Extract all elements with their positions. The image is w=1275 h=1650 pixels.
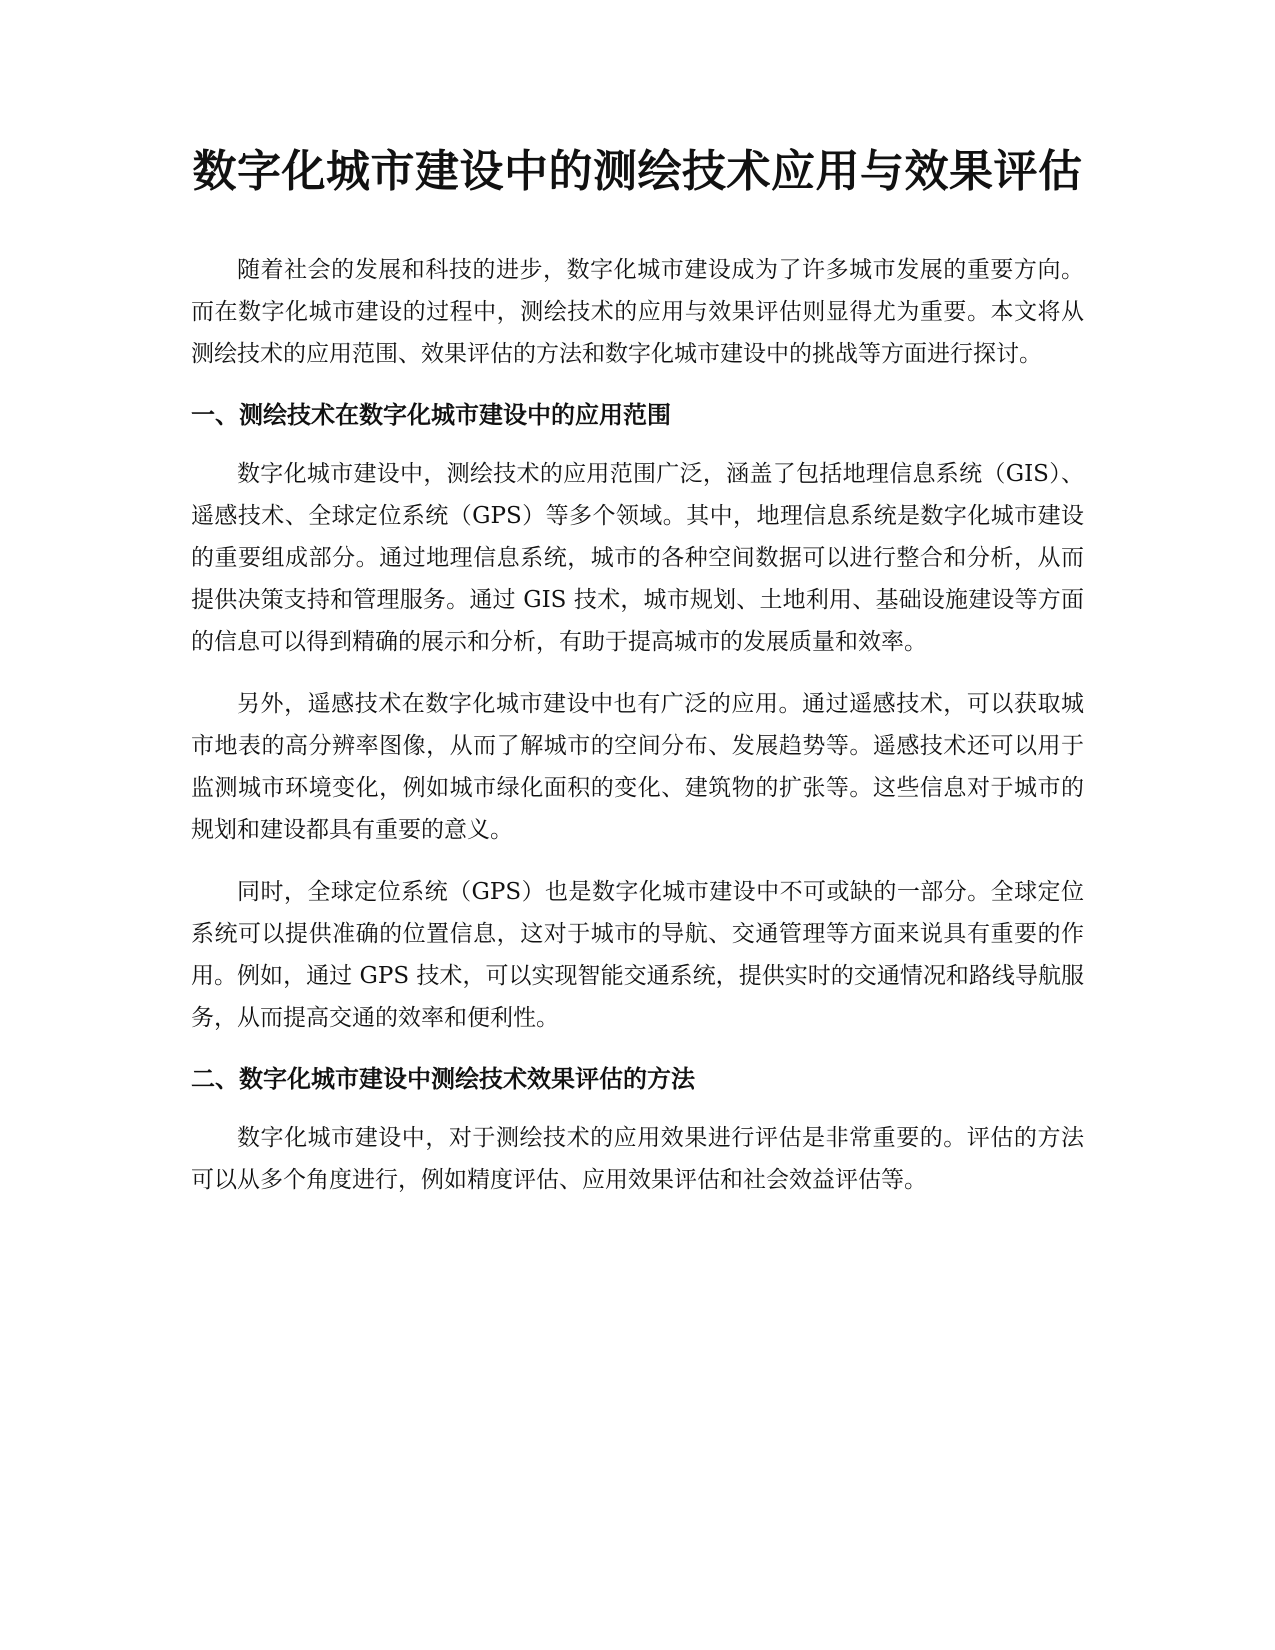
body-paragraph: 数字化城市建设中，测绘技术的应用范围广泛，涵盖了包括地理信息系统（GIS）、遥感技术、全球定位系统（GPS）等多个领域。其中，地理信息系统是数字化城市建设的重要组成部分。通过地理信息系统，城市的各种空间数据可以进行整合和分析，从而提供决策支持和管理服务。通过 GIS 技术，城市规划、土地利用、基础设施建设等方面的信息可以得到精确的展示和分析，有助于提高城市的发展质量和效率。 (191, 461, 1084, 655)
section-application-scope (191, 395, 1084, 1039)
body-paragraph: 另外，遥感技术在数字化城市建设中也有广泛的应用。通过遥感技术，可以获取城市地表的高分辨率图像，从而了解城市的空间分布、发展趋势等。遥感技术还可以用于监测城市环境变化，例如城市绿化面积的变化、建筑物的扩张等。这些信息对于城市的规划和建设都具有重要的意义。 (191, 691, 1084, 843)
body-paragraph: 数字化城市建设中，对于测绘技术的应用效果进行评估是非常重要的。评估的方法可以从多个角度进行，例如精度评估、应用效果评估和社会效益评估等。 (191, 1125, 1084, 1193)
section-heading: 一、测绘技术在数字化城市建设中的应用范围 (191, 401, 671, 429)
intro-paragraph: 随着社会的发展和科技的进步，数字化城市建设成为了许多城市发展的重要方向。而在数字化城市建设的过程中，测绘技术的应用与效果评估则显得尤为重要。本文将从测绘技术的应用范围、效果评估的方法和数字化城市建设中的挑战等方面进行探讨。 (191, 257, 1084, 367)
section-heading: 二、数字化城市建设中测绘技术效果评估的方法 (191, 1065, 695, 1093)
body-paragraph: 同时，全球定位系统（GPS）也是数字化城市建设中不可或缺的一部分。全球定位系统可以提供准确的位置信息，这对于城市的导航、交通管理等方面来说具有重要的作用。例如，通过 GPS 技术，可以实现智能交通系统，提供实时的交通情况和路线导航服务，从而提高交通的效率和便利性。 (191, 879, 1084, 1031)
section-evaluation-methods (191, 1059, 1084, 1201)
document-title: 数字化城市建设中的测绘技术应用与效果评估 (192, 146, 1083, 197)
